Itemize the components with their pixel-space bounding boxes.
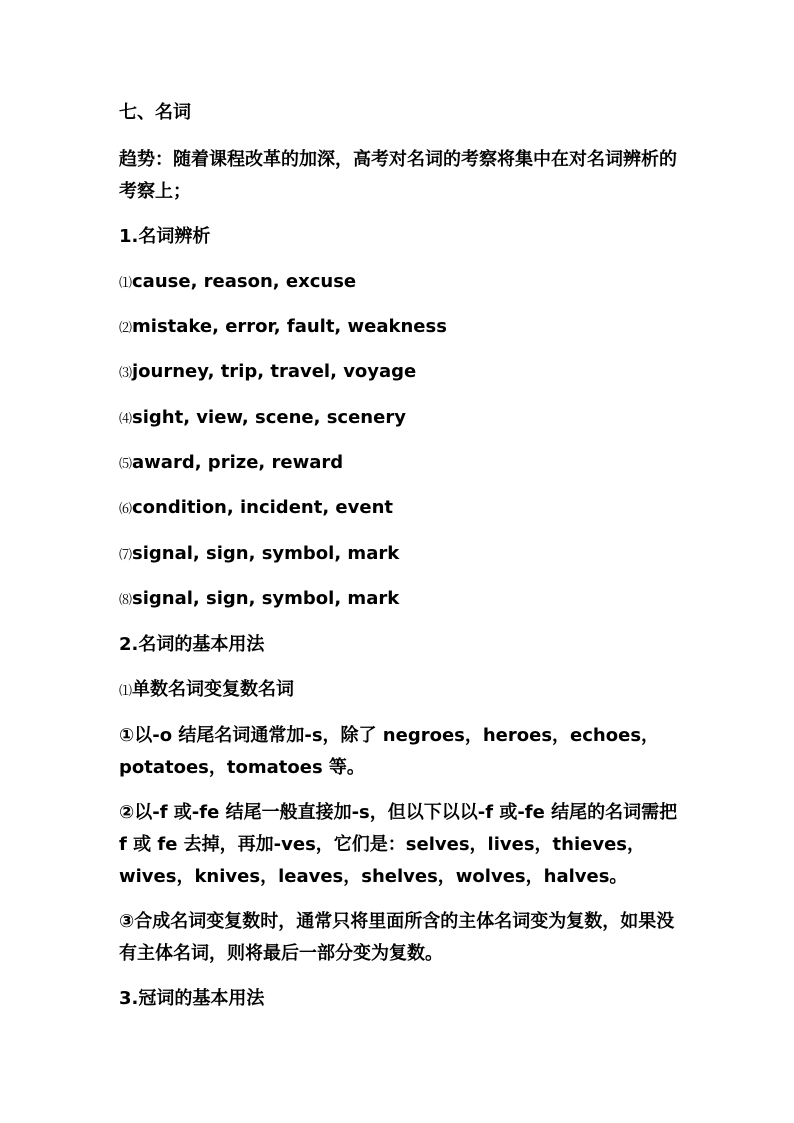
- list-item: [119, 266, 679, 300]
- rule-paragraph: ②以-f 或-fe 结尾一般直接加-s，但以下以以-f 或-fe 结尾的名词需把 f 或 fe 去掉，再加-ves，它们是：selves，lives，thieves，wives，knives，leaves，shelves，wolves，halves。: [119, 802, 678, 887]
- item-text: signal, sign, symbol, mark: [132, 543, 400, 564]
- item-number: ⑴: [119, 276, 133, 291]
- chapter-heading: 七、名词: [119, 102, 191, 123]
- item-number: ⑸: [119, 457, 133, 472]
- section-2-title: 2.名词的基本用法: [119, 634, 265, 655]
- list-item: [119, 311, 679, 345]
- list-item: [119, 492, 679, 526]
- list-item: [119, 538, 679, 572]
- item-number: ⑹: [119, 502, 133, 517]
- rule-paragraph: ③合成名词变复数时，通常只将里面所含的主体名词变为复数，如果没有主体名词，则将最后一部分变为复数。: [119, 911, 675, 964]
- list-item: [119, 447, 679, 481]
- list-item: [119, 356, 679, 390]
- item-text: sight, view, scene, scenery: [132, 407, 406, 428]
- item-number: ⑺: [119, 548, 133, 563]
- item-text: award, prize, reward: [132, 452, 344, 473]
- rule-paragraph: ①以-o 结尾名词通常加-s，除了 negroes，heroes，echoes，potatoes，tomatoes 等。: [119, 725, 660, 778]
- item-text: cause, reason, excuse: [132, 271, 357, 292]
- list-item: [119, 402, 679, 436]
- item-text: condition, incident, event: [132, 497, 393, 518]
- trend-paragraph: 趋势：随着课程改革的加深，高考对名词的考察将集中在对名词辨析的考察上；: [119, 149, 677, 202]
- subsection-title: [119, 674, 679, 708]
- item-text: journey, trip, travel, voyage: [132, 361, 417, 382]
- item-text: mistake, error, fault, weakness: [132, 316, 447, 337]
- item-number: ⑶: [119, 366, 133, 381]
- list-item: [119, 583, 679, 617]
- item-number: ⑵: [119, 321, 133, 336]
- item-number: ⑴: [119, 684, 133, 699]
- item-text: signal, sign, symbol, mark: [132, 588, 400, 609]
- item-text: 单数名词变复数名词: [132, 679, 295, 700]
- section-3-title: 3.冠词的基本用法: [119, 988, 265, 1009]
- section-1-title: 1.名词辨析: [119, 226, 211, 247]
- item-number: ⑷: [119, 412, 133, 427]
- item-number: ⑻: [119, 593, 133, 608]
